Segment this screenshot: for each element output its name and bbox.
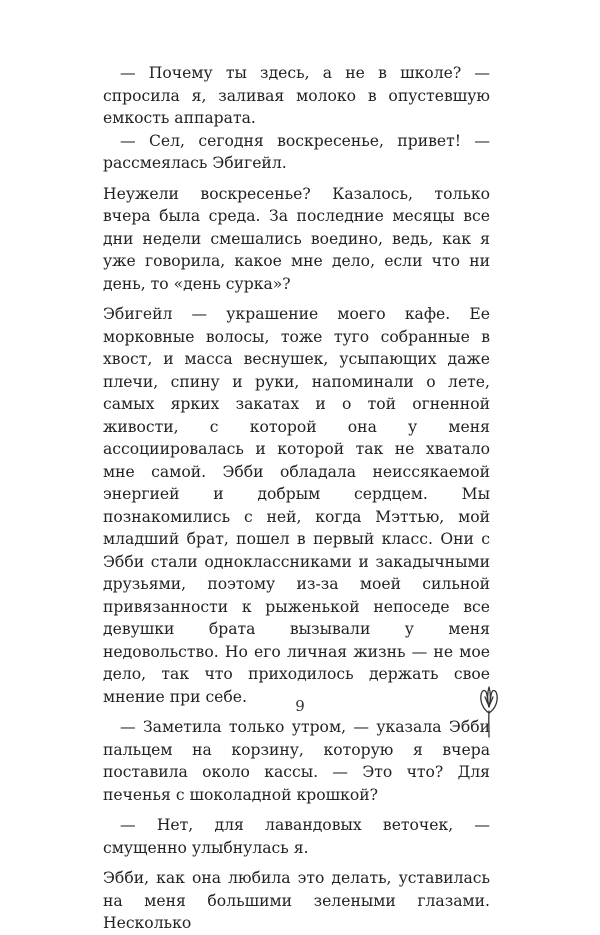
paragraph: — Нет, для лавандовых веточек, — смущенно улыбнулась я. <box>103 816 490 857</box>
paragraph: — Почему ты здесь, а не в школе? — спросила я, заливая молоко в опустевшую емкость аппарата. <box>103 64 490 127</box>
paragraph: — Сел, сегодня воскресенье, привет! — рассмеялась Эбигейл. <box>103 131 490 172</box>
paragraph: — Заметила только утром, — указала Эбби пальцем на корзину, которую я вчера поставила около кассы. — Это что? Для печенья с шоколадной крошкой? <box>103 718 490 804</box>
paragraph: Эбигейл — украшение моего кафе. Ее морковные волосы, тоже туго собранные в хвост, и масса веснушек, усыпающих даже плечи, спину и руки, напоминали о лете, самых ярких закатах и о той огненной живости, с которой она у меня ассоциировалась и которой так не хватало мне самой. Эбби обладала неиссякаемой энергией и добрым сердцем. Мы познакомились с ней, когда Мэттью, мой младший брат, пошел в первый класс. Они с Эбби стали одноклассниками и закадычными друзьями, поэтому из-за моей сильной привязанности к рыженькой непоседе все девушки брата вызывали у меня недовольство. Но его личная жизнь — не мое дело, так что приходилось держать свое мнение при себе. <box>103 305 490 706</box>
page-number: 9 <box>295 697 305 715</box>
paragraph: Эбби, как она любила это делать, уставилась на меня большими зелеными глазами. Несколько <box>103 869 490 932</box>
lavender-sprig-icon <box>472 683 506 739</box>
paragraph: Неужели воскресенье? Казалось, только вчера была среда. За последние месяцы все дни недели смешались воедино, ведь, как я уже говорила, какое мне дело, если что ни день, то «день сурка»? <box>103 184 490 293</box>
page-text <box>103 62 490 935</box>
